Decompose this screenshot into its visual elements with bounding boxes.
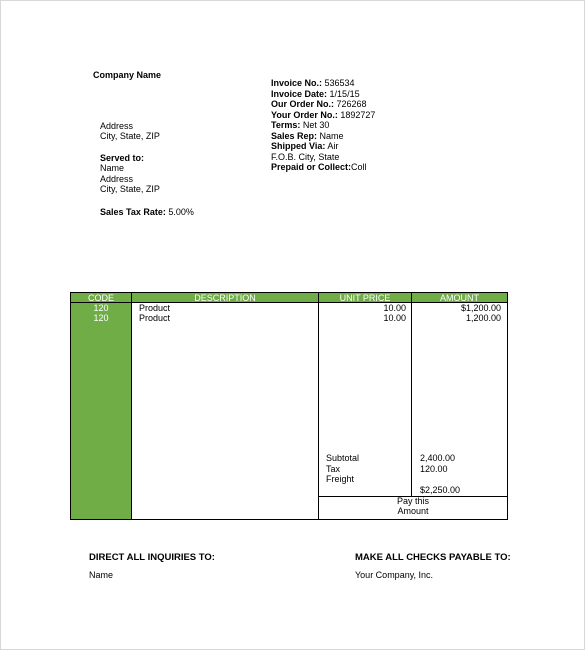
pay-this-amount-label (318, 496, 508, 516)
code-column (70, 303, 132, 520)
your-order-line (271, 110, 375, 121)
served-to-label: Served to: (100, 153, 145, 163)
table-row-description: Product (139, 303, 171, 313)
company-name: Company Name (93, 70, 162, 80)
table-right-border (507, 303, 508, 520)
invoice-date-line (271, 89, 375, 100)
subtotal-label: Subtotal (326, 453, 360, 463)
column-divider (411, 303, 412, 497)
checks-payable-label: MAKE ALL CHECKS PAYABLE TO: (355, 552, 511, 563)
our-order-label: Our Order No.: (271, 99, 335, 109)
header-unit-price: UNIT PRICE (318, 292, 412, 303)
checks-payable-name: Your Company, Inc. (355, 570, 434, 580)
sales-tax-value: 5.00% (168, 207, 194, 217)
invoice-number-value: 536534 (324, 78, 355, 88)
invoice-info (271, 78, 375, 173)
table-row-description: Product (139, 313, 171, 323)
invoice-number-label: Invoice No.: (271, 78, 323, 88)
sales-rep-label: Sales Rep: (271, 130, 318, 141)
inquiries-label: DIRECT ALL INQUIRIES TO: (89, 552, 215, 563)
served-to-address: Address (100, 174, 134, 184)
terms-line (271, 120, 375, 131)
pay-label-line-1: Pay this (396, 496, 429, 506)
shipped-via-line (271, 141, 375, 152)
header-description: DESCRIPTION (131, 292, 319, 303)
invoice-number-line (271, 78, 375, 89)
served-to-name: Name (100, 163, 125, 173)
column-divider (318, 303, 319, 520)
column-divider (131, 303, 132, 520)
total-value: $2,250.00 (420, 485, 461, 495)
sales-tax-rate (100, 207, 194, 218)
table-row-unit-price: 10.00 (383, 313, 406, 323)
terms-label: Terms: (271, 120, 301, 130)
prepaid-collect-value: Coll (351, 162, 367, 172)
table-row-amount: $1,200.00 (460, 303, 501, 313)
sales-tax-label: Sales Tax Rate: (100, 207, 166, 217)
tax-label: Tax (326, 464, 341, 474)
our-order-value: 726268 (336, 99, 367, 109)
table-row-amount: 1,200.00 (465, 313, 501, 323)
shipped-via-value: Air (327, 141, 339, 151)
table-bottom-border (131, 519, 508, 520)
your-order-label: Your Order No.: (271, 109, 338, 120)
shipped-via-label: Shipped Via: (271, 141, 326, 151)
header-code: CODE (70, 292, 132, 303)
freight-label: Freight (326, 474, 355, 484)
prepaid-collect-label: Prepaid or Collect: (271, 162, 352, 172)
company-city-state-zip: City, State, ZIP (100, 131, 160, 141)
company-address: Address (100, 121, 134, 131)
invoice-date-label: Invoice Date: (271, 88, 328, 99)
table-row-code: 120 (93, 313, 109, 323)
subtotal-value: 2,400.00 (420, 453, 456, 463)
header-amount: AMOUNT (411, 292, 508, 303)
served-to-city-state-zip: City, State, ZIP (100, 184, 160, 194)
sales-rep-line (271, 131, 375, 142)
our-order-line (271, 99, 375, 110)
fob-value: F.O.B. City, State (271, 151, 340, 162)
prepaid-collect-line (271, 162, 375, 173)
sales-rep-value: Name (319, 130, 344, 141)
pay-label-line-2: Amount (397, 506, 429, 516)
inquiries-name: Name (89, 570, 114, 580)
fob-line (271, 152, 375, 163)
terms-value: Net 30 (302, 120, 330, 130)
your-order-value: 1892727 (340, 109, 376, 120)
items-table (70, 292, 508, 520)
table-row-unit-price: 10.00 (383, 303, 406, 313)
tax-value: 120.00 (420, 464, 448, 474)
table-row-code: 120 (93, 303, 109, 313)
invoice-date-value: 1/15/15 (329, 88, 360, 99)
